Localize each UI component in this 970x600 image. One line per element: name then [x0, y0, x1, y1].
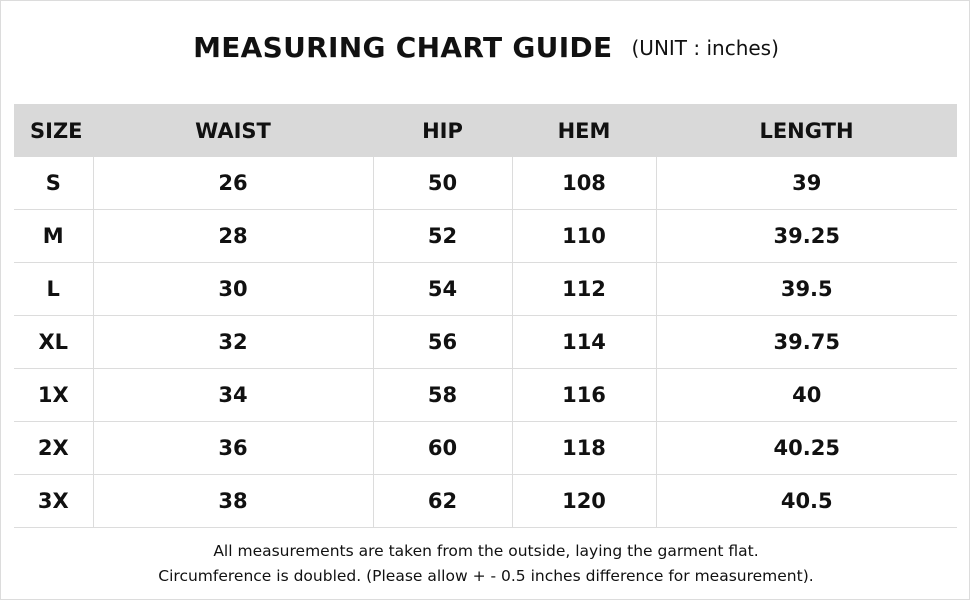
cell-hem: 114	[512, 316, 656, 369]
cell-length: 39	[656, 157, 957, 210]
cell-hem: 110	[512, 210, 656, 263]
cell-size: XL	[14, 316, 93, 369]
table-row	[14, 422, 957, 475]
cell-length: 40	[656, 369, 957, 422]
header-length: LENGTH	[656, 104, 957, 157]
table-row	[14, 369, 957, 422]
header-size: SIZE	[14, 104, 93, 157]
cell-hip: 54	[373, 263, 512, 316]
cell-hip: 56	[373, 316, 512, 369]
cell-size: S	[14, 157, 93, 210]
cell-hip: 52	[373, 210, 512, 263]
cell-waist: 32	[93, 316, 373, 369]
cell-hip: 62	[373, 475, 512, 528]
cell-length: 40.5	[656, 475, 957, 528]
cell-hip: 58	[373, 369, 512, 422]
cell-waist: 28	[93, 210, 373, 263]
footnote-line-2: Circumference is doubled. (Please allow + - 0.5 inches difference for measurement).	[158, 567, 814, 585]
cell-hem: 112	[512, 263, 656, 316]
cell-hem: 116	[512, 369, 656, 422]
cell-waist: 34	[93, 369, 373, 422]
cell-length: 39.25	[656, 210, 957, 263]
chart-unit-label: (UNIT : inches)	[631, 35, 779, 60]
cell-waist: 38	[93, 475, 373, 528]
table-row	[14, 210, 957, 263]
cell-waist: 36	[93, 422, 373, 475]
cell-length: 40.25	[656, 422, 957, 475]
footnote-line-1: All measurements are taken from the outside, laying the garment flat.	[213, 542, 759, 560]
chart-title-main: MEASURING CHART GUIDE	[193, 31, 613, 64]
table-row	[14, 157, 957, 210]
cell-size: 3X	[14, 475, 93, 528]
cell-hem: 118	[512, 422, 656, 475]
cell-hem: 108	[512, 157, 656, 210]
cell-length: 39.75	[656, 316, 957, 369]
chart-title	[1, 31, 970, 81]
header-hem: HEM	[512, 104, 656, 157]
footnotes	[1, 539, 970, 589]
cell-size: L	[14, 263, 93, 316]
table-row	[14, 316, 957, 369]
header-waist: WAIST	[93, 104, 373, 157]
cell-hip: 50	[373, 157, 512, 210]
cell-size: 2X	[14, 422, 93, 475]
cell-length: 39.5	[656, 263, 957, 316]
table-header-row	[14, 104, 957, 157]
cell-size: 1X	[14, 369, 93, 422]
cell-hem: 120	[512, 475, 656, 528]
size-table	[14, 104, 957, 528]
cell-size: M	[14, 210, 93, 263]
cell-waist: 26	[93, 157, 373, 210]
table-row	[14, 475, 957, 528]
cell-waist: 30	[93, 263, 373, 316]
header-hip: HIP	[373, 104, 512, 157]
table-row	[14, 263, 957, 316]
cell-hip: 60	[373, 422, 512, 475]
